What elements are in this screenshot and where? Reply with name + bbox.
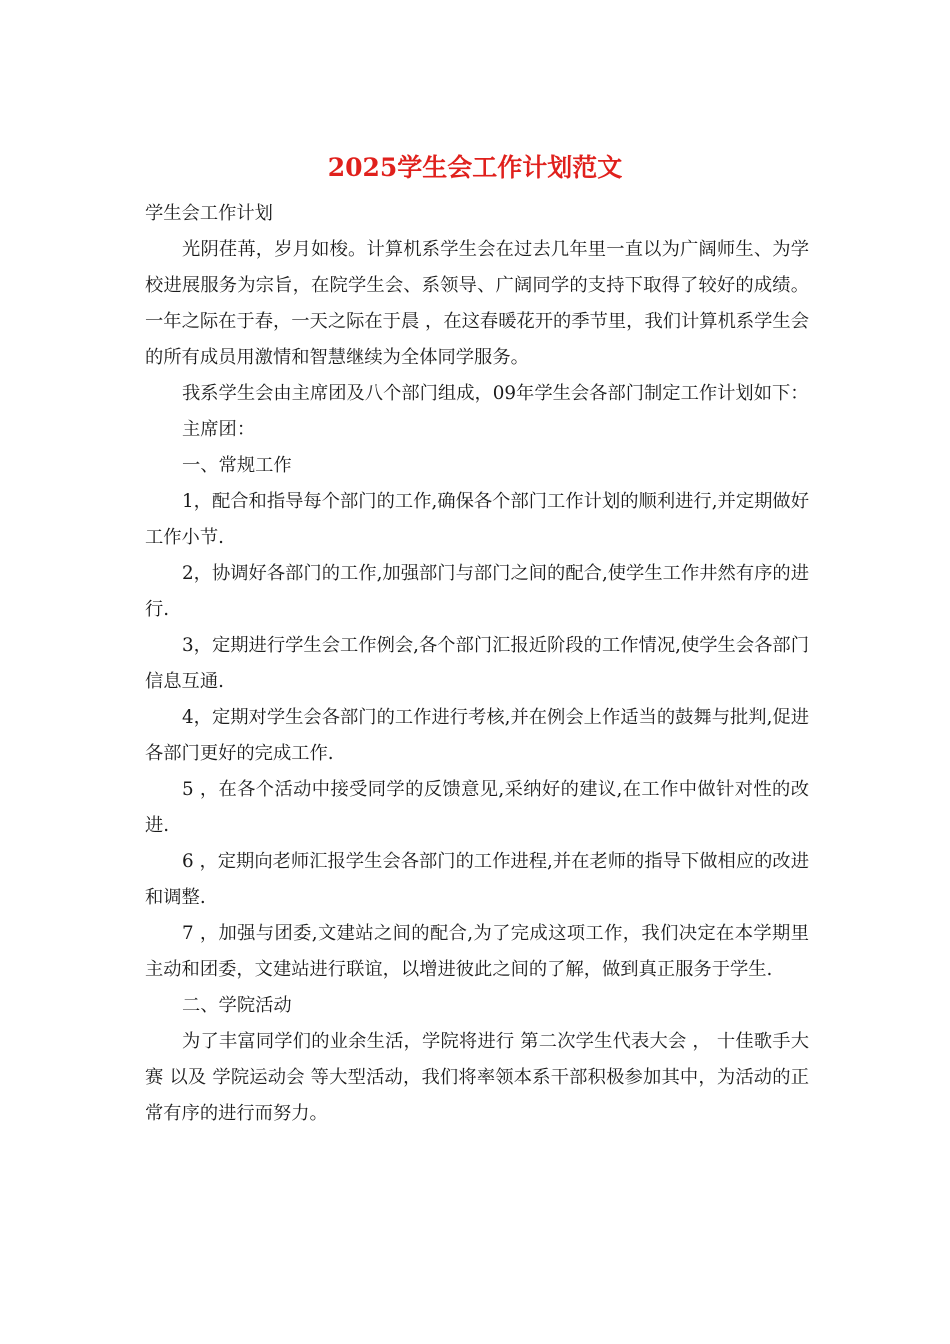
list-item: 6 ，定期向老师汇报学生会各部门的工作进程,并在老师的指导下做相应的改进和调整. xyxy=(145,851,809,908)
overview-paragraph: 我系学生会由主席团及八个部门组成，09年学生会各部门制定工作计划如下： xyxy=(182,383,809,404)
section-heading: 学生会工作计划 xyxy=(145,203,273,224)
list-item: 3，定期进行学生会工作例会,各个部门汇报近阶段的工作情况,使学生会各部门信息互通. xyxy=(145,635,809,692)
list-item: 7 ，加强与团委,文建站之间的配合,为了完成这项工作，我们决定在本学期里主动和团委，文建站进行联谊，以增进彼此之间的了解，做到真正服务于学生. xyxy=(145,923,809,980)
document-body xyxy=(145,196,809,1132)
list-item: 2，协调好各部门的工作,加强部门与部门之间的配合,使学生工作井然有序的进行. xyxy=(145,563,809,620)
college-activities-heading: 二、学院活动 xyxy=(182,995,292,1016)
activities-paragraph: 为了丰富同学们的业余生活，学院将进行 第二次学生代表大会 ， 十佳歌手大赛 以及 学院运动会 等大型活动，我们将率领本系干部积极参加其中，为活动的正常有序的进行而努力。 xyxy=(145,1031,809,1124)
list-item: 1，配合和指导每个部门的工作,确保各个部门工作计划的顺利进行,并定期做好工作小节. xyxy=(145,491,809,548)
document-title: 2025学生会工作计划范文 xyxy=(327,153,623,182)
list-item: 4，定期对学生会各部门的工作进行考核,并在例会上作适当的鼓舞与批判,促进各部门更好的完成工作. xyxy=(145,707,809,764)
intro-paragraph: 光阴荏苒，岁月如梭。计算机系学生会在过去几年里一直以为广阔师生、为学校进展服务为宗旨，在院学生会、系领导、广阔同学的支持下取得了较好的成绩。 一年之际在于春，一天之际在于晨 ，在这春暖花开的季节里，我们计算机系学生会的所有成员用激情和智慧继续为全体同学服务。 xyxy=(145,239,809,368)
presidium-heading: 主席团： xyxy=(182,419,256,440)
routine-work-heading: 一、常规工作 xyxy=(182,455,292,476)
list-item: 5 ，在各个活动中接受同学的反馈意见,采纳好的建议,在工作中做针对性的改进. xyxy=(145,779,809,836)
